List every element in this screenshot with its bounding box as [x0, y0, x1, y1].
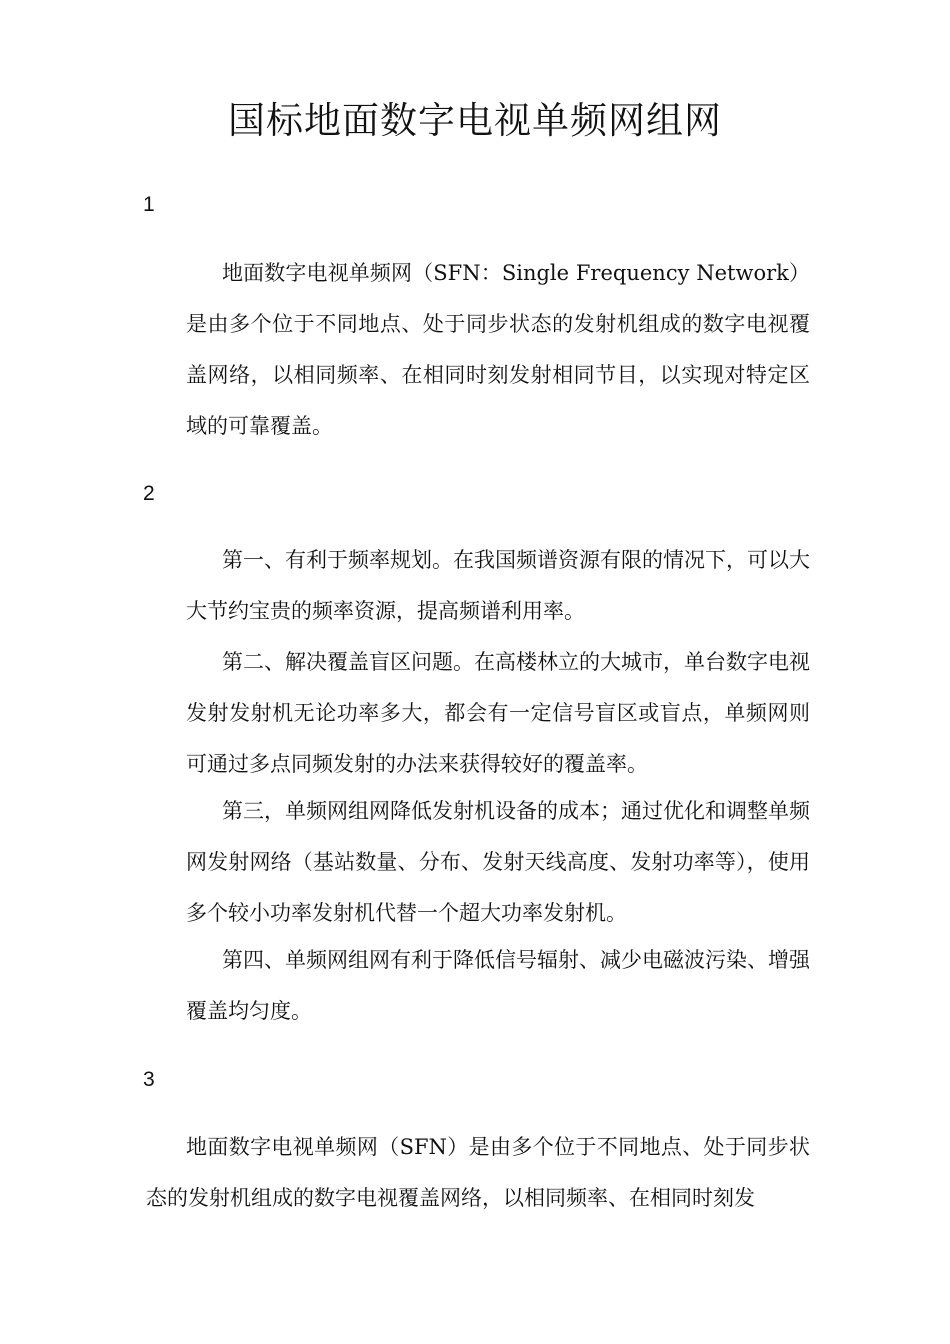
section-2-paragraph-2: 第二、解决覆盖盲区问题。在高楼林立的大城市，单台数字电视发射发射机无论功率多大，都会有一定信号盲区或盲点，单频网则可通过多点同频发射的办法来获得较好的覆盖率。 [186, 650, 810, 776]
section-2-paragraph-1: 第一、有利于频率规划。在我国频谱资源有限的情况下，可以大大节约宝贵的频率资源，提高频谱利用率。 [186, 548, 810, 623]
section-1-paragraph-1: 地面数字电视单频网（SFN：Single Frequency Network）是由多个位于不同地点、处于同步状态的发射机组成的数字电视覆盖网络，以相同频率、在相同时刻发射相同节目，以实现对特定区域的可靠覆盖。 [186, 261, 810, 438]
section-2-paragraph-4: 第四、单频网组网有利于降低信号辐射、减少电磁波污染、增强覆盖均匀度。 [186, 948, 810, 1023]
section-number-3: 3 [143, 1068, 155, 1091]
section-2-paragraph-3: 第三，单频网组网降低发射机设备的成本；通过优化和调整单频网发射网络（基站数量、分布、发射天线高度、发射功率等），使用多个较小功率发射机代替一个超大功率发射机。 [186, 799, 810, 925]
document-title: 国标地面数字电视单频网组网 [228, 99, 722, 142]
section-3-paragraph-1: 地面数字电视单频网（SFN）是由多个位于不同地点、处于同步状态的发射机组成的数字电视覆盖网络，以相同频率、在相同时刻发 [146, 1135, 810, 1210]
section-number-1: 1 [143, 193, 155, 216]
section-number-2: 2 [143, 482, 155, 505]
